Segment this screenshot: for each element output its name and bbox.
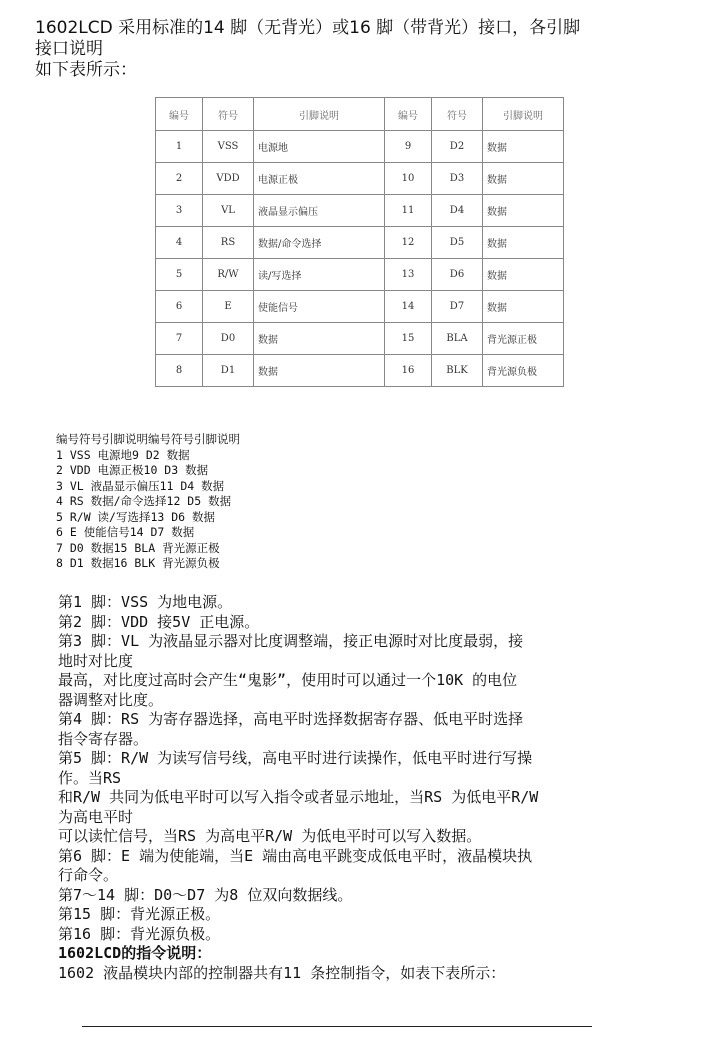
pin-description-line: 行命令。: [58, 866, 119, 884]
pin-table: [155, 97, 564, 387]
plain-text-line: 4 RS 数据/命令选择12 D5 数据: [56, 494, 232, 508]
pin-description: 数据/命令选择: [254, 227, 385, 259]
pin-number: 16: [385, 355, 432, 387]
table-row: [156, 131, 564, 163]
pin-number: 12: [385, 227, 432, 259]
intro-line: 如下表所示：: [35, 60, 137, 80]
table-row: [156, 259, 564, 291]
plain-text-line: 3 VL 液晶显示偏压11 D4 数据: [56, 478, 225, 493]
pin-description-line: 第15 脚：背光源正极。: [58, 905, 221, 923]
pin-symbol: R/W: [203, 259, 254, 291]
pin-description: 数据: [483, 131, 564, 163]
pin-number: 1: [156, 131, 203, 163]
pin-symbol: BLA: [432, 323, 483, 355]
pin-description-line: 第1 脚：VSS 为地电源。: [58, 593, 233, 611]
pin-symbol: D3: [432, 163, 483, 195]
pin-description-line: 第4 脚：RS 为寄存器选择，高电平时选择数据寄存器、低电平时选择: [58, 710, 524, 728]
table-row: [156, 163, 564, 195]
pin-description: 液晶显示偏压: [254, 195, 385, 227]
pin-number: 4: [156, 227, 203, 259]
table-header-row: [156, 98, 564, 131]
pin-description: 数据: [254, 323, 385, 355]
pin-symbol: VDD: [203, 163, 254, 195]
plain-text-line: 编号符号引脚说明编号符号引脚说明: [56, 432, 240, 446]
pin-description-line: 第7～14 脚：D0～D7 为8 位双向数据线。: [58, 885, 353, 904]
table-row: [156, 291, 564, 323]
intro-line: 接口说明: [35, 39, 103, 59]
plain-text-line: 6 E 使能信号14 D7 数据: [56, 525, 195, 539]
table-row: [156, 195, 564, 227]
pin-number: 3: [156, 195, 203, 227]
plain-text-line: 2 VDD 电源正极10 D3 数据: [56, 463, 209, 477]
table-row: [156, 323, 564, 355]
pin-description-line: 作。当RS: [58, 768, 122, 787]
pin-description-line: 第6 脚：E 端为使能端，当E 端由高电平跳变成低电平时，液晶模块执: [58, 846, 533, 865]
column-header: 编号: [156, 98, 203, 131]
pin-description: 数据: [483, 227, 564, 259]
plain-text-line: 1 VSS 电源地9 D2 数据: [56, 447, 190, 462]
pin-description-line: 第3 脚：VL 为液晶显示器对比度调整端，接正电源时对比度最弱，接: [58, 632, 524, 650]
pin-description: 数据: [483, 163, 564, 195]
pin-description: 电源地: [254, 131, 385, 163]
pin-symbol: VL: [203, 195, 254, 227]
pin-number: 13: [385, 259, 432, 291]
pin-number: 15: [385, 323, 432, 355]
column-header: 符号: [432, 98, 483, 131]
pin-symbol: E: [203, 291, 254, 323]
pin-symbol: VSS: [203, 131, 254, 163]
pin-symbol: D5: [432, 227, 483, 259]
pin-description: 数据: [483, 291, 564, 323]
intro-paragraph: [35, 18, 695, 81]
pin-number: 11: [385, 195, 432, 227]
pin-descriptions: [58, 593, 658, 983]
pin-description-line: 和R/W 共同为低电平时可以写入指令或者显示地址，当RS 为低电平R/W: [58, 788, 539, 806]
pin-symbol: RS: [203, 227, 254, 259]
pin-number: 6: [156, 291, 203, 323]
pin-description: 背光源负极: [483, 355, 564, 387]
pin-number: 7: [156, 323, 203, 355]
pin-number: 14: [385, 291, 432, 323]
pin-symbol: D0: [203, 323, 254, 355]
pin-description-line: 第5 脚：R/W 为读写信号线，高电平时进行读操作，低电平时进行写操: [58, 749, 533, 767]
pin-number: 5: [156, 259, 203, 291]
pin-symbol: D4: [432, 195, 483, 227]
pin-number: 8: [156, 355, 203, 387]
pin-description-line: 地时对比度: [58, 651, 134, 670]
plain-text-line: 5 R/W 读/写选择13 D6 数据: [56, 509, 216, 524]
column-header: 引脚说明: [483, 98, 564, 131]
pin-description-line: 第2 脚：VDD 接5V 正电源。: [58, 612, 260, 631]
pin-symbol: BLK: [432, 355, 483, 387]
pin-number: 10: [385, 163, 432, 195]
pin-description: 数据: [483, 259, 564, 291]
column-header: 引脚说明: [254, 98, 385, 131]
pin-symbol: D2: [432, 131, 483, 163]
pin-symbol: D6: [432, 259, 483, 291]
instructions-intro: 1602 液晶模块内部的控制器共有11 条控制指令，如表下表所示：: [58, 963, 506, 982]
plain-text-line: 8 D1 数据16 BLK 背光源负极: [56, 556, 220, 570]
pin-symbol: D7: [432, 291, 483, 323]
column-header: 符号: [203, 98, 254, 131]
pin-description-line: 指令寄存器。: [58, 729, 149, 748]
pin-description: 读/写选择: [254, 259, 385, 291]
pin-number: 9: [385, 131, 432, 163]
column-header: 编号: [385, 98, 432, 131]
pin-description-line: 最高，对比度过高时会产生“鬼影”，使用时可以通过一个10K 的电位: [58, 671, 518, 689]
pin-description: 背光源正极: [483, 323, 564, 355]
pin-description: 数据: [483, 195, 564, 227]
table-row: [156, 227, 564, 259]
plain-text-table: [56, 432, 240, 572]
pin-description-line: 第16 脚：背光源负极。: [58, 924, 221, 943]
pin-number: 2: [156, 163, 203, 195]
intro-line: 1602LCD 采用标准的14 脚（无背光）或16 脚（带背光）接口，各引脚: [35, 18, 581, 38]
pin-description: 数据: [254, 355, 385, 387]
pin-description-line: 器调整对比度。: [58, 690, 164, 709]
pin-description: 电源正极: [254, 163, 385, 195]
pin-symbol: D1: [203, 355, 254, 387]
instructions-heading: 1602LCD的指令说明：: [58, 944, 212, 962]
table-row: [156, 355, 564, 387]
table-top-rule: [82, 1026, 592, 1027]
plain-text-line: 7 D0 数据15 BLA 背光源正极: [56, 540, 220, 555]
pin-description-line: 为高电平时: [58, 807, 134, 826]
pin-description: 使能信号: [254, 291, 385, 323]
pin-description-line: 可以读忙信号，当RS 为高电平R/W 为低电平时可以写入数据。: [58, 827, 482, 845]
